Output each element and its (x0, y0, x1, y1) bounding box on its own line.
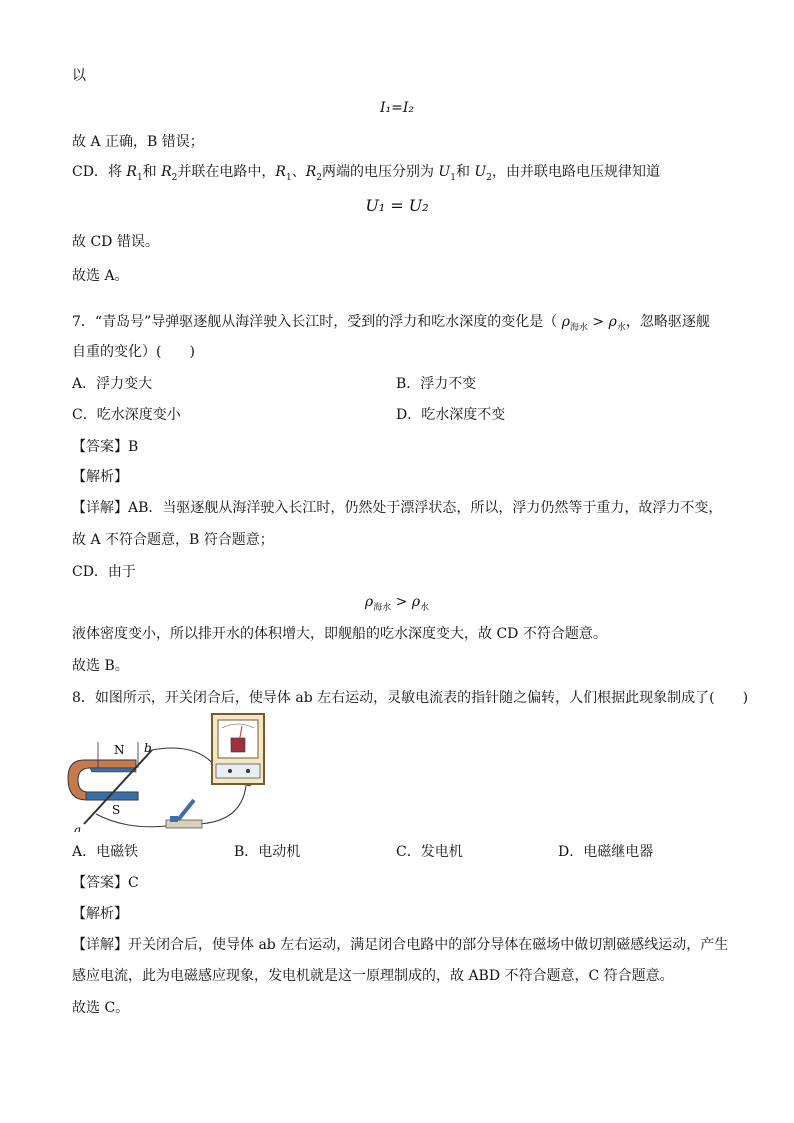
option-b: B．电动机 (234, 844, 301, 860)
option-d: D．吃水深度不变 (396, 407, 506, 423)
label-n: N (114, 743, 125, 757)
option-a: A．浮力变大 (72, 376, 153, 392)
option-d: D．电磁继电器 (558, 844, 654, 860)
detail-text: 故选 C。 (72, 1000, 130, 1016)
label-b: b (144, 741, 152, 755)
text-line: 故选 A。 (72, 268, 129, 284)
detail-text: 故 A 不符合题意，B 符合题意； (72, 532, 274, 548)
text-line-cd: CD．将 $R_1$和 $R_2$并联在电路中，$R_1$、$R_2$两端的电压分别为 $U_1$和 $U_2$，由并联电路电压规律知道 (72, 164, 660, 183)
text-line: 故 A 正确，B 错误； (72, 134, 204, 150)
formula-density: $\rho_{海水} > \rho_水$ (364, 594, 430, 613)
detail-text: 【详解】AB．当驱逐舰从海洋驶入长江时，仍然处于漂浮状态，所以，浮力仍然等于重力，故浮力不变， (72, 500, 723, 516)
analysis-label: 【解析】 (72, 469, 128, 485)
option-c: C．吃水深度变小 (72, 407, 181, 423)
option-a: A．电磁铁 (72, 844, 139, 860)
switch-lever (178, 800, 194, 820)
formula-voltage: U₁ = U₂ (365, 196, 429, 215)
experiment-figure (66, 712, 296, 836)
question-7-stem-cont: 自重的变化）( ) (72, 344, 195, 360)
answer-label: 【答案】C (72, 875, 139, 891)
text-line: 以 (72, 68, 86, 84)
wire-bottom-left (96, 814, 166, 827)
detail-text: 故选 B。 (72, 658, 129, 674)
formula-current: I₁=I₂ (379, 100, 414, 116)
option-b: B．浮力不变 (396, 376, 477, 392)
detail-text: 【详解】开关闭合后，使导体 ab 左右运动，满足闭合电路中的部分导体在磁场中做切割磁感线运动，产生 (72, 937, 729, 953)
text-line: 故 CD 错误。 (72, 234, 159, 250)
detail-text: 感应电流，此为电磁感应现象，发电机就是这一原理制成的，故 ABD 不符合题意，C 符合题意。 (72, 968, 674, 984)
detail-text: 液体密度变小，所以排开水的体积增大，即舰船的吃水深度变大，故 CD 不符合题意。 (72, 626, 607, 642)
wire-bottom-right (198, 786, 246, 824)
magnet-pole-n (90, 768, 136, 772)
label-s: S (112, 803, 121, 817)
label-a: a (74, 823, 82, 832)
detail-text: CD．由于 (72, 564, 136, 580)
analysis-label: 【解析】 (72, 906, 128, 922)
option-c: C．发电机 (396, 844, 463, 860)
answer-label: 【答案】B (72, 439, 139, 455)
electromagnetic-induction-diagram (66, 712, 296, 832)
question-7-stem: 7．“青岛号”导弹驱逐舰从海洋驶入长江时，受到的浮力和吃水深度的变化是（ $\rho_{海水} > \rho_水$，忽略驱逐舰 (72, 314, 710, 333)
question-8-stem: 8．如图所示，开关闭合后，使导体 ab 左右运动，灵敏电流表的指针随之偏转，人们根据此现象制成了( ) (72, 690, 749, 706)
